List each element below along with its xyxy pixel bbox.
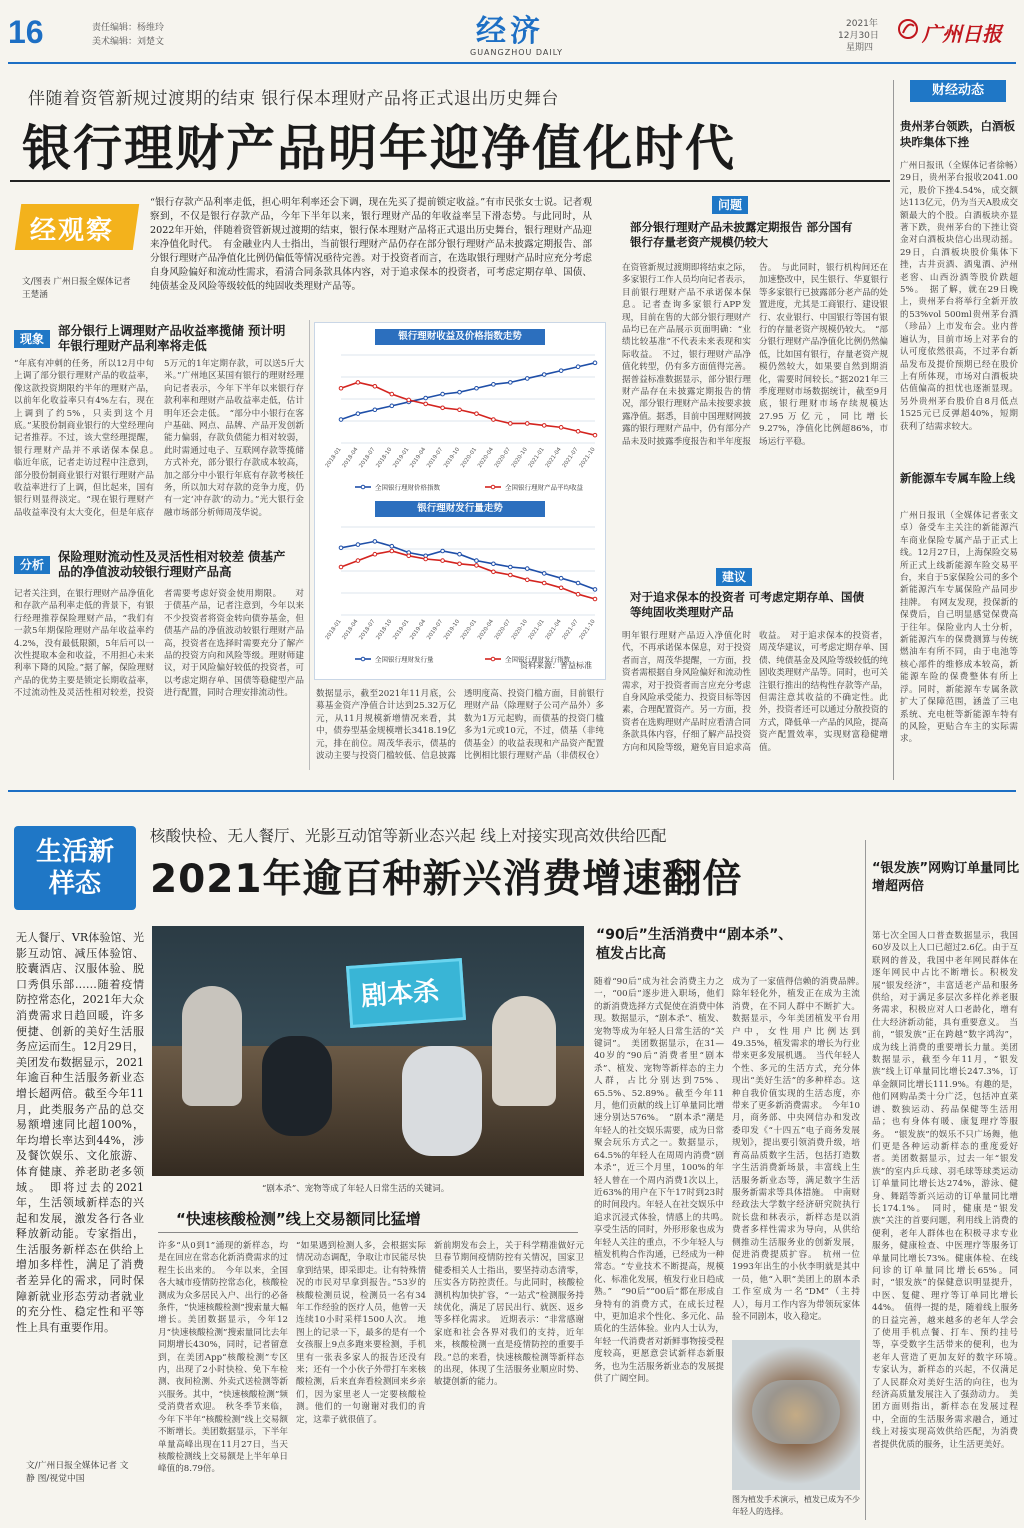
chart2-point bbox=[525, 578, 529, 582]
editor-line-1: 责任编辑：杨维玲 bbox=[92, 23, 165, 33]
chart1-point bbox=[458, 408, 462, 412]
chart1-point bbox=[593, 361, 597, 365]
chart2-point bbox=[390, 544, 394, 548]
column-badge-text: 经观察 bbox=[30, 216, 115, 246]
suggest-tag: 建议 bbox=[716, 568, 752, 586]
chart1-legend-marker bbox=[361, 485, 365, 489]
chart2-tick-label: 2020-01 bbox=[460, 618, 479, 641]
chart2-point bbox=[593, 588, 597, 592]
chart2-tick-label: 2021-07 bbox=[561, 618, 580, 641]
page-number: 16 bbox=[8, 14, 44, 50]
chart1-point bbox=[390, 404, 394, 408]
masthead bbox=[0, 0, 1024, 66]
chart1-tick-label: 2018-04 bbox=[341, 446, 360, 469]
chart1-tick-label: 2019-04 bbox=[409, 446, 428, 469]
chart2-tick-label: 2020-10 bbox=[510, 618, 529, 641]
chart2-point bbox=[492, 570, 496, 574]
chart1-tick-label: 2020-07 bbox=[493, 446, 512, 469]
top-kicker: 伴随着资管新规过渡期的结束 银行保本理财产品将正式退出历史舞台 bbox=[28, 89, 559, 109]
date-line-2: 12月30日 bbox=[838, 31, 879, 41]
life-badge-text: 生活新样态 bbox=[35, 837, 114, 899]
chart2-legend-label: 全国银行理财发行量 bbox=[375, 655, 434, 664]
photo-sign-text: 剧本杀 bbox=[360, 976, 441, 1013]
chart2-point bbox=[356, 559, 360, 563]
date-line-3: 星期四 bbox=[846, 43, 874, 53]
chart1-point bbox=[509, 422, 513, 426]
bottom-lead: 无人餐厅、VR体验馆、光影互动馆、减压体验馆、胶囊酒店、汉服体验、脱口秀俱乐部……随着疫情防控常态化，2021年大众消费需求日趋回暖，许多便捷、创新的美好生活服务应运而生。12月29日，美团发布数据显示，2021年逾百种生活服务新业态增长超两倍。截至今年11月，此类服务产品的总交易额增速同比超100%，年均增长率达到44%，涉及餐饮娱乐、文化旅游、体育健康、养老助老多领域。 即将过去的2021年，生活领域新样态的兴起和发展，激发各行各业释放新动能。专家指出，生活服务新样态在供给上增加多样性，满足了消费者差异化的需求，同时保障新就业形态劳动者就业的充分性、稳定性和平等性上具有重要作用。 bbox=[16, 931, 144, 1334]
chart1-tick-label: 2019-01 bbox=[392, 446, 411, 469]
chart2-tick-label: 2018-04 bbox=[341, 618, 360, 641]
chart2-tick-label: 2018-07 bbox=[358, 618, 377, 641]
chart2-point bbox=[576, 581, 580, 585]
chart2-point bbox=[390, 549, 394, 553]
paper-logo-icon bbox=[898, 18, 918, 40]
chart1-tick-label: 2021-01 bbox=[527, 446, 546, 469]
chart2-point bbox=[441, 549, 445, 553]
chart1-tick-label: 2019-10 bbox=[443, 446, 462, 469]
chart2-point bbox=[509, 565, 513, 569]
section2-head: 保险理财流动性及灵活性相对较差 债基产品的净值波动较银行理财产品高 bbox=[58, 549, 286, 579]
chart1-legend-label: 全国银行理财价格指数 bbox=[375, 483, 440, 492]
chart1-point bbox=[559, 369, 563, 373]
chart2-legend-marker bbox=[491, 657, 495, 661]
sub1-head: “快速核酸检测”线上交易额同比猛增 bbox=[176, 1210, 421, 1228]
bottom-headline: 2021年逾百种新兴消费增速翻倍 bbox=[150, 857, 743, 902]
chart-source: 资料来源：普益标准 bbox=[520, 661, 592, 670]
chart1-point bbox=[441, 406, 445, 410]
sidebar bbox=[896, 78, 1020, 778]
chart2-legend-marker bbox=[361, 657, 365, 661]
chart1-tick-label: 2019-07 bbox=[426, 446, 445, 469]
chart1-point bbox=[475, 386, 479, 390]
column-badge bbox=[18, 198, 138, 260]
hair-photo-caption: 图为植发手术演示，植发已成为不少年轻人的选择。 bbox=[732, 1495, 860, 1516]
chart2-point bbox=[593, 597, 597, 601]
chart1-tick-label: 2018-10 bbox=[375, 446, 394, 469]
hair-photo bbox=[732, 1340, 860, 1490]
chart2-tick-label: 2020-07 bbox=[493, 618, 512, 641]
sub1-rule bbox=[158, 1232, 578, 1233]
chart2-point bbox=[492, 562, 496, 566]
headline-rule bbox=[10, 180, 890, 182]
top-byline: 文/图表 广州日报全媒体记者 王楚涵 bbox=[22, 277, 131, 300]
chart2-point bbox=[559, 586, 563, 590]
paper-name: 广州日报 bbox=[922, 22, 1002, 46]
chart2-tick-label: 2019-01 bbox=[392, 618, 411, 641]
chart1-point bbox=[492, 418, 496, 422]
chart2-point bbox=[373, 540, 377, 544]
chart2-point bbox=[542, 581, 546, 585]
chart1-point bbox=[458, 390, 462, 394]
section1-text: “年底有冲刺的任务，所以12月中旬上调了部分银行理财产品的收益率，像这款投资期限约半年的理财产品，以前年化收益率只有4%左右，现在上调到了约5%，只卖到这个月底。”某股份制商业银行的大堂经理向记者推荐。不过，该大堂经理提醒，银行理财产品并不承诺保本保息。 临近年底，记者走访过程中注意到，部分股份制商业银行对银行理财产品收益率进行了上调，但比起来，国有银行则显得淡定。“现在银行理财产品收益率没有太大变化，但是年底存5万元的1年定期存款，可以送5斤大米。”广州地区某国有银行的理财经理向记者表示，今年下半年以来银行存款利率和理财产品收益率走低，估计明年还会走低。 “部分中小银行在客户基础、网点、品牌、产品开发创新能力偏弱，存款负债能力相对较弱，此时需通过电子、互联网存款等揽储方式补充，部分银行存款成本较高，加之部分中小银行年底有存款考核任务，所以加大对存款的竞争力度，仍有一定‘冲存款’的动力。”光大银行金融市场部分析师周茂华说。 bbox=[14, 359, 304, 518]
chart1-point bbox=[525, 422, 529, 426]
chart1-point bbox=[593, 433, 597, 437]
chart1-legend-label: 全国银行理财产品平均收益 bbox=[505, 483, 583, 492]
chart1-tick-label: 2021-04 bbox=[544, 446, 563, 469]
chart2-point bbox=[542, 572, 546, 576]
main-photo bbox=[152, 926, 584, 1176]
col-divider bbox=[309, 320, 310, 770]
chart2-point bbox=[509, 573, 513, 577]
chart2-tick-label: 2019-04 bbox=[409, 618, 428, 641]
problem-tag: 问题 bbox=[712, 196, 748, 214]
chart2-tick-label: 2021-01 bbox=[527, 618, 546, 641]
suggest-head: 对于追求保本的投资者 可考虑定期存单、国债等纯固收类理财产品 bbox=[630, 590, 865, 619]
chart2-title: 银行理财发行量走势 bbox=[375, 501, 545, 517]
chart1-svg bbox=[315, 347, 605, 507]
chart2-point bbox=[339, 546, 343, 550]
chart1-tick-label: 2020-01 bbox=[460, 446, 479, 469]
chart2-tick-label: 2018-01 bbox=[324, 618, 343, 641]
section1-head: 部分银行上调理财产品收益率揽储 预计明年银行理财产品利率将走低 bbox=[58, 323, 286, 353]
chart1-point bbox=[390, 392, 394, 396]
charts-panel bbox=[314, 322, 606, 680]
chart2-point bbox=[339, 565, 343, 569]
chart1-point bbox=[509, 381, 513, 385]
bottom-divider bbox=[865, 840, 866, 1520]
sidebar-item2-text: 广州日报讯（全媒体记者张文卓）备受车主关注的新能源汽车商业保险专属产品于正式上线。12月27日，上海保险交易所正式上线新能源车险交易平台，来自于5家保险公司的多个新能源汽车专属保险产品同步挂牌。 有网友发现，投保新的保费后，自己明显感觉保费高于往年。保险业内人士分析，新能源汽车的保费测算与传统燃油车有所不同，由于电池等核心部件的维修成本较高，新能源车险的保费整体有所上浮。同时，新能源车专属条款扩大了保障范围，涵盖了三电系统、充电桩等新能源车特有的风险，更贴合车主的实际需求。 bbox=[900, 511, 1018, 745]
chart1-point bbox=[356, 412, 360, 416]
story-divider bbox=[8, 790, 1016, 792]
chart2-point bbox=[475, 559, 479, 563]
chart2-point bbox=[441, 559, 445, 563]
chart2-point bbox=[458, 552, 462, 556]
chart1-point bbox=[441, 392, 445, 396]
sidebar-divider bbox=[893, 80, 894, 780]
chart2-tick-label: 2021-04 bbox=[544, 618, 563, 641]
problem-head: 部分银行理财产品未披露定期报告 部分国有银行存量老资产规模仍较大 bbox=[630, 220, 853, 249]
problem-text: 在资管新规过渡期即将结束之际，多家银行工作人员均向记者表示，目前银行理财产品不承诺保本保息。记者查询多家银行APP发现，目前在售的大部分银行理财产品均已在产品展示页面明确：“业绩比较基准”不代表未来表现和实际收益。 不过，银行理财产品净值化转型，仍有多方面值得完善。据普益标准数据显示，部分银行理财产品存在未披露定期报告的情况，部分银行理财产品未按要求披露净值。据悉，目前中国理财网披露的银行理财产品中，仍有部分产品未及时披露季度报告和半年度报告。 与此同时，银行机构间还在加速整改中，民生银行、华夏银行等多家银行已披露部分老产品的处置进度，尤其是工商银行、建设银行、农业银行、中国银行等国有银行的存量老资产规模仍较大。 “部分银行理财产品净值化比例仍然偏低，比如国有银行，存量老资产规模仍然较大，如果要自然到期消化，需要时间较长。”据2021年三季度理财市场数据统计，截至9月底，银行理财市场存续规模达27.95万亿元，同比增长9.27%，净值化比例超86%，市场运行平稳。 bbox=[622, 263, 888, 447]
sub2-head: “90后”生活消费中“剧本杀”、植发占比高 bbox=[596, 927, 793, 962]
bottom-kicker: 核酸快检、无人餐厅、光影互动馆等新业态兴起 线上对接实现高效供给匹配 bbox=[150, 827, 667, 845]
chart1-point bbox=[339, 418, 343, 422]
chart2-svg bbox=[315, 519, 605, 677]
chart1-point bbox=[339, 386, 343, 390]
editor-line-2: 美术编辑：刘楚文 bbox=[92, 37, 165, 47]
sidebar-item2-head: 新能源车专属车险上线 bbox=[900, 471, 1015, 485]
top-lead: “银行存款产品利率走低，担心明年利率还会下调，现在先买了提前锁定收益。”有市民张女士说。记者观察到，不仅是银行存款产品，今年下半年以来，银行理财产品的年收益率呈下滑态势。与此同时，从2022年开始，伴随着资管新规过渡期的结束，银行保本理财产品将正式退出历史舞台，银行理财产品迎来净值化时代。 有金融业内人士指出，当前银行理财产品仍存在部分银行理财产品未披露定期报告、部分银行理财产品净值化比例仍偏低等情况亟待完善。对于投资者而言，在选取银行理财产品时应充分考虑自身风险偏好和流动性需求，看清合同条款具体内容，对于追求保本的投资者，可考虑定期存单、国债、纯债基金及风险等级较低的纯固收类理财产品等。 bbox=[150, 197, 592, 292]
section3-text: 数据显示，截至2021年11月底，公募基金资产净值合计达到25.32万亿元，从11月规模新增情况来看，其中，债券型基金规模增长3418.19亿元，排在前位。周茂华表示，债基的波动主要与投资门槛较低、信息披露透明度高、投资门槛方面，目前银行理财产品（除理财子公司产品外）多数为1万元起购，而债基的投资门槛多为1元或10元，不过，债基（非纯债基金）的收益表现和产品资产配置比例相比银行理财产品（非债权仓） bbox=[316, 689, 604, 762]
sub2-text2: 成为了一家值得信赖的消费品牌。 除年轻化外，植发正在成为主流消费，在不同人群中不断扩大。数据显示，今年美团植发平台用户中，女性用户比例达到49.35%，植发需求的增长为行业带来更多发展机遇。 当代年轻人个性、多元的生活方式，充分体现出“美好生活”的多种样态。这种自我价值实现的生活态度，亦带来了更多新消费需求。 今年10月，商务部、中央网信办和发改委印发《“十四五”电子商务发展规划》，提出要引领消费升级，培育高品质数字生活，包括打造数字生活消费新场景，丰富线上生活服务新业态等，满足数字生活服务新需求等具体措施。 中南财经政法大学数字经济研究院执行院长盘和林表示，新样态是以消费者多样性需求为导向，从供给侧推动生活服务业的创新发展，促进消费提质扩容。 杭州一位1993年出生的小伙李明就是其中一员，他“入职”美团上的剧本杀工作室成为一名“DM”（主持人），每月工作内容为带领玩家体验不同剧本，收入稳定。 bbox=[732, 977, 860, 1322]
chart1-tick-label: 2021-10 bbox=[578, 446, 597, 469]
chart1-tick-label: 2018-07 bbox=[358, 446, 377, 469]
bottom-byline: 文/广州日报全媒体记者 文静 图/视觉中国 bbox=[26, 1461, 129, 1484]
chart1-point bbox=[542, 424, 546, 428]
chart1-tick-label: 2018-01 bbox=[324, 446, 343, 469]
chart1-point bbox=[559, 426, 563, 430]
chart1-point bbox=[407, 398, 411, 402]
sub2-text: 随着“90后”成为社会消费主力之一，“00后”逐步进入职场，他们的新消费选择方式促使在消费中体现。数据显示，“剧本杀”、植发、宠物等成为年轻人日常生活的“关键词”。 美团数据显示，在31—40岁的“90后”消费者里“剧本杀”、植发、宠物等新样态的主力人群，占比分别达到75%、65.5%、52.89%。截至今年11月，他们贡献的线上订单量同比增速分别达576%。 “剧本杀”潮是年轻人的社交娱乐需要，成为日常聚会玩乐方式之一。数据显示，64.5%的年轻人在周周内消费“剧本杀”，近三个月里，100%的年轻人曾在一个周内消费1次以上，近63%的用户在下午17时到23时的时间段内。年轻人在社交娱乐中追求沉浸式体验，情感上的共鸣。 享受生活的同时，外形形象也成为年轻人关注的重点，不少年轻人与植发机构合作沟通，已经成为一种常态。“专业技术不断提高，规模化、标准化发展，植发行业日趋成熟。” “90后”“00后”都在形成自身特有的消费方式，在成长过程中，更加追求个性化、多元化、品质化的生活体验。业内人士认为，年轻一代消费者对新鲜事物接受程度较高，更愿意尝试新样态新服务，也为生活服务新业态的发展提供了广阔空间。 bbox=[594, 977, 724, 1384]
chart2-point bbox=[475, 564, 479, 568]
chart1-title: 银行理财收益及价格指数走势 bbox=[375, 329, 545, 345]
sidebar-item1-head: 贵州茅台领跌，白酒板块昨集体下挫 bbox=[900, 119, 1015, 149]
section-subtitle: GUANGZHOU DAILY bbox=[470, 48, 564, 57]
chart2-point bbox=[458, 562, 462, 566]
chart2-point bbox=[356, 543, 360, 547]
chart2-tick-label: 2020-04 bbox=[476, 618, 496, 641]
sub1-text3: 新前期发布会上，关于科学精准做好元旦春节期间疫情防控有关情况，国家卫健委相关人士指出，要坚持动态清零，压实各方防控责任。与此同时，核酸检测机构加快扩容，“一站式”检测服务持续优化，满足了居民出行、就医、返乡等多样化需求。 近期表示：“非常感谢家庭和社会各界对我们的支持，近年来，核酸检测一直是疫情防控的重要手段。”总的来看，快速核酸检测等新样态的出现，体现了生活服务业顺应时势、敏捷创新的能力。 bbox=[434, 1241, 584, 1388]
sidebar-item1-text: 广州日报讯（全媒体记者徐畅）29日，贵州茅台报收2041.00元，股价下挫4.54%，成交额达113亿元，仍为当天A股成交额最大的个股。白酒板块亦显著下跌，贵州茅台的下挫让资金对白酒板块信心出现动摇。29日，白酒板块股价集体下挫，古井贡酒、酒鬼酒、泸州老窖、山西汾酒等股价跌超5%。 据了解，就在29日晚上，贵州茅台将举行全新开放的53%vol 500ml贵州茅台酒（珍品）上市发布会。业内普遍认为，目前市场上对茅台的认可度依然很高，不过茅台新品发布及提价预期已经在股价上有所体现，市场对白酒板块估值偏高的担忧也逐渐显现。另外贵州茅台股价自8月低点1525元已反弹超40%，短期获利了结需求较大。 bbox=[900, 161, 1018, 432]
sub1-text2: “如果遇到检测人多，会根据实际情况动态调配，争取让市民能尽快拿到结果，即采即走。让有特殊情况的市民对早拿到报告。”53岁的核酸检测员说，检测员一名有34年工作经验的医疗人员，他曾一天连续10小时采样1500人次。 地图上的记录一下，最多的是有一个女孩服上9点多跑来要检测，手机里有一张表多家人的报告还没有来；还有一个小伙子外带打车来核酸检测，后来直奔看检测回来乡亲们，因为家里老人一定要核酸检测。他们的一句谢谢对我们的肯定，这辈子就很值了。 bbox=[296, 1241, 426, 1425]
chart2-point bbox=[424, 557, 428, 561]
photo-caption: “剧本杀”、宠物等成了年轻人日常生活的关键词。 bbox=[262, 1184, 450, 1194]
chart2-point bbox=[407, 554, 411, 558]
chart2-point bbox=[525, 567, 529, 571]
chart1-point bbox=[525, 377, 529, 381]
chart1-point bbox=[373, 384, 377, 388]
chart1-point bbox=[475, 412, 479, 416]
section-title: 经济 bbox=[476, 14, 544, 49]
chart2-tick-label: 2019-10 bbox=[443, 618, 462, 641]
chart2-legend-label: 全国银行理财发行指数 bbox=[505, 655, 570, 664]
sub1-text: 许多“从0到1”涌现的新样态，均是在回应在常态化新消费需求的过程生长出来的。 今年以来，全国各大城市疫情防控常态化，核酸检测成为众多居民入户、出行的必备条件，“快速核酸检测”搜索量大幅增长。美团数据显示，今年12月“快速核酸检测”搜索量同比去年同期增长430%，同时，记者留意到，在美团App“核酸检测”专区内，出现了2小时快检、免下车检测、夜间检测、外卖式送检测等新兴服务。其中，“快速核酸检测”频受消费者欢迎。 秋冬季节来临，今年下半年“核酸检测”线上交易额不断增长。美团数据显示，下半年单量高峰出现在11月27日，当天核酸检测线上交易额是上半年单日峰值的8.79倍。 bbox=[158, 1241, 288, 1475]
chart1-tick-label: 2021-07 bbox=[561, 446, 580, 469]
right-head: “银发族”网购订单量同比增超两倍 bbox=[872, 861, 1020, 894]
sidebar-header: 财经动态 bbox=[910, 80, 1006, 102]
chart1-point bbox=[542, 373, 546, 377]
section2-tag: 分析 bbox=[14, 556, 50, 574]
right-text: 第七次全国人口普查数据显示，我国60岁及以上人口已超过2.6亿。由于互联网的普及，我国中老年网民群体在逐年网民中占比不断增长。积极发展“银发经济”，丰富适老产品和服务供给，对于满足多层次多样化养老服务需求，积极应对人口老龄化，增有仕大经济新动能，具有重要意义。 当前，“银发族”正在跨越“数字鸿沟”，成为线上消费的重要增长力量。美团数据显示，截至今年11月，“银发族”线上订单量同比增长247.3%，订单金额同比增长111.9%。有趣的是，他们网购品类十分广泛，包括冲直菜谱、数独运动、药品保健等生活用品；也有身体有暖、康复理疗等服务。 “银发族”的娱乐不只广场舞，他们更是各种运动新样态的重度爱好者。美团数据显示，过去一年“银发族”的室内乒乓球、羽毛球等球类运动订单量同比增长达274%，游泳、健身、舞蹈等新兴运动的订单量同比增长174.1%。 同时，健康是“银发族”关注的首要问题，利用线上消费的便利，老年人群体也在积极寻求专业服务，健康检查、中医理疗等服务订单量同比增长73%。健康体检、在线问诊的订单量同比增长65%。同时，“银发族”的保健意识明显提升，中医、复健、理疗等订单同比增长44%。 值得一提的是，随着线上服务的日益完善，越来越多的老年人学会了使用手机点餐、打车、预约挂号等，享受数字生活带来的便利，也为老年人营造了更加友好的数字环境。 专家认为，新样态的兴起，不仅满足了人民群众对美好生活的向往，也为经济高质量发展注入了强劲动力。 美团方面则指出，新样态在发展过程中，全面的生活服务需求融合，通过线上对接实现高效供给匹配，为消费者提供优质的服务，让生活更美好。 bbox=[872, 931, 1018, 1450]
chart2-tick-label: 2019-07 bbox=[426, 618, 445, 641]
chart1-point bbox=[492, 383, 496, 387]
chart1-point bbox=[356, 381, 360, 385]
top-headline: 银行理财产品明年迎净值化时代 bbox=[22, 120, 737, 177]
chart1-tick-label: 2020-04 bbox=[476, 446, 496, 469]
chart2-tick-label: 2021-10 bbox=[578, 618, 597, 641]
life-badge bbox=[14, 826, 136, 910]
chart1-point bbox=[373, 408, 377, 412]
suggest-text: 明年银行理财产品迈入净值化时代，不再承诺保本保息，对于投资者而言，周茂华提醒，一方面，投资者需根据自身风险偏好和流动性需求，对于投资者而言应充分考虑自身风险承受能力、投资目标等因素，合理配置资产。另一方面，投资者在选购理财产品时应看清合同条款具体内容，仔细了解产品投资方向和风险等级，避免盲目追求高收益。 对于追求保本的投资者，周茂华建议，可考虑定期存单、国债、纯债基金及风险等级较低的纯固收类理财产品等。同时，也可关注银行推出的结构性存款等产品，但需注意其收益的不确定性。此外，投资者还可以通过分散投资的方式，降低单一产品的风险，提高资产配置效率，实现财富稳健增值。 bbox=[622, 631, 888, 753]
paper-logo bbox=[898, 18, 918, 44]
date-line-1: 2021年 bbox=[846, 19, 878, 29]
masthead-rule bbox=[8, 62, 1016, 64]
photo-sign-board bbox=[346, 958, 466, 1028]
chart1-point bbox=[576, 365, 580, 369]
section1-tag: 现象 bbox=[14, 330, 50, 348]
chart1-legend-marker bbox=[491, 485, 495, 489]
chart2-point bbox=[559, 576, 563, 580]
chart1-tick-label: 2020-10 bbox=[510, 446, 529, 469]
chart2-point bbox=[373, 552, 377, 556]
chart1-point bbox=[576, 429, 580, 433]
chart2-point bbox=[576, 592, 580, 596]
section2-text: 记者关注到，在银行理财产品净值化和存款产品利率走低的背景下，有银行经理推荐保险理财产品，“我们有一款5年期保险理财产品年收益率约4.2%，没有最低限额，5年后可以一次性提取本金和收益，不用担心未来利率下降的风险。”据了解，保险理财产品的优势主要是锁定长期收益率，不过流动性及灵活性相对较差，投资者需要考虑好资金使用期限。 对于债基产品，记者注意到，今年以来不少投资者将资金转向债券基金，但债基产品的净值波动较银行理财产品高，投资者在选择时需要充分了解产品的投资方向和风险等级。理财师建议，对于风险偏好较低的投资者，可以考虑定期存单、国债等稳健型产品进行配置，同时合理安排流动性。 bbox=[14, 589, 304, 699]
chart1-point bbox=[424, 402, 428, 406]
chart2-tick-label: 2018-10 bbox=[375, 618, 394, 641]
chart1-point bbox=[424, 396, 428, 400]
